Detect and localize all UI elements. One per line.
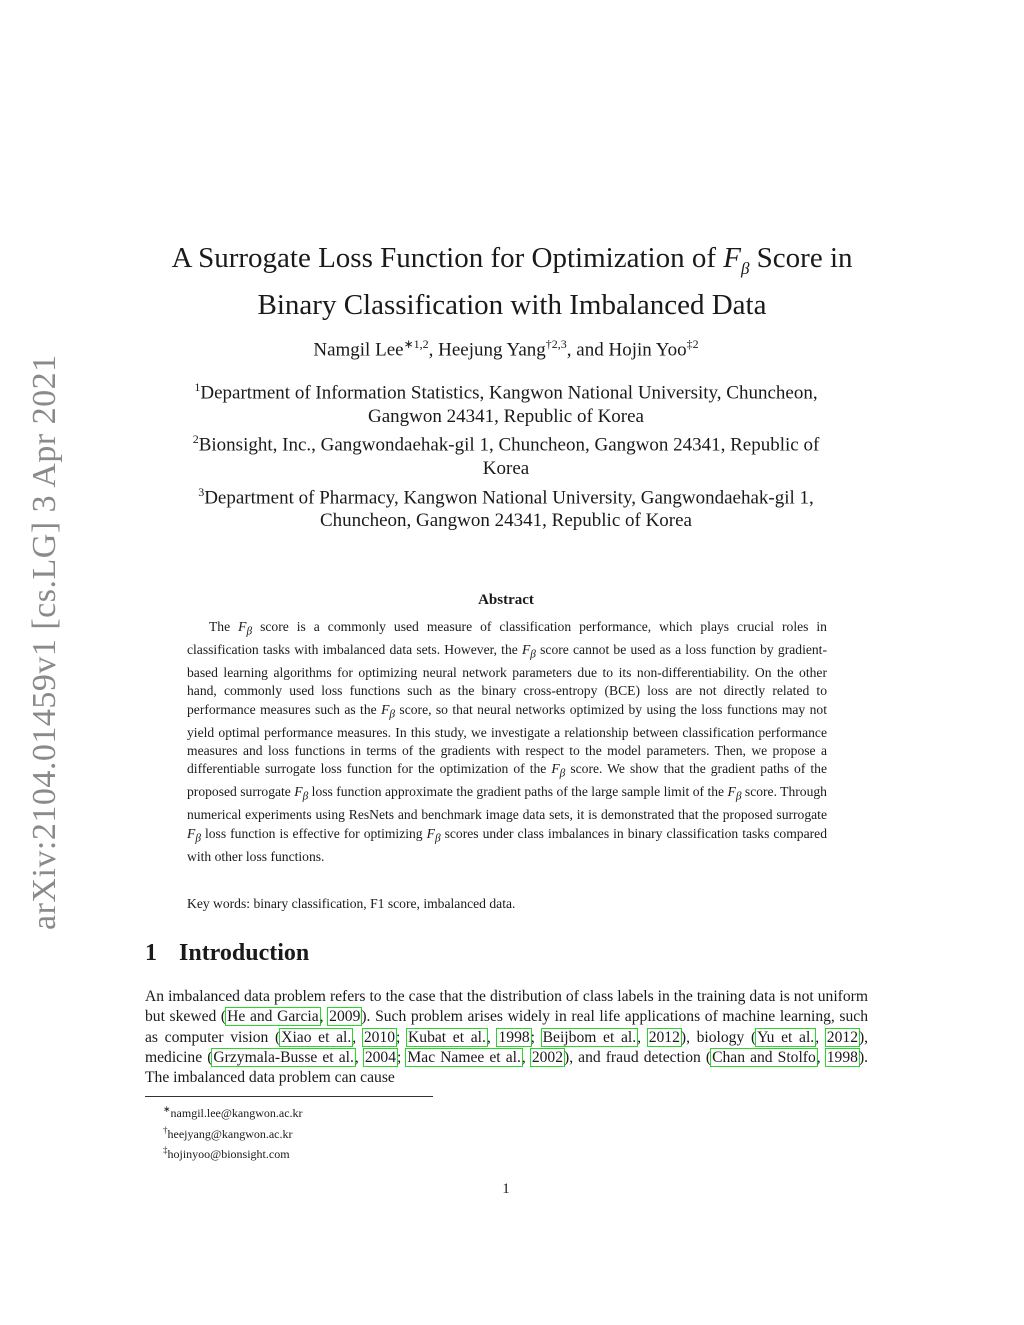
citation-link[interactable]: 1998 (826, 1048, 858, 1066)
citation-link[interactable]: 1998 (498, 1028, 530, 1046)
author-marks: ‡2 (686, 337, 699, 351)
citation-link[interactable]: 2010 (363, 1028, 396, 1046)
f-beta-symbol: $F_\beta$ (723, 242, 750, 278)
section-title: Introduction (179, 940, 310, 966)
email[interactable]: heejyang@kangwon.ac.kr (167, 1126, 293, 1141)
author-name: Hojin Yoo (608, 339, 687, 361)
author-list: Namgil Lee$^{∗1,2}$, Heejung Yang$^{\dagger 2,3}$, and Hojin Yoo$^{\ddagger 2}$ (313, 337, 699, 361)
footnotes (163, 1101, 303, 1163)
title-line-1: A Surrogate Loss Function for Optimization of $F_\beta$ Score in (171, 242, 853, 278)
citation-link[interactable]: He and Garcia (227, 1008, 319, 1026)
abstract-text: The $F_\beta$ score is a commonly used measure of classification performance, which plays crucial roles in classification tasks with imbalanced data sets. However, the $F_\beta$ score cannot be used as a loss function by gradient-based learning algorithms for optimizing neural network parameters due to its non-differentiability. On the other hand, commonly used loss functions such as the binary cross-entropy (BCE) loss are not directly related to performance measures such as the $F_\beta$ score, so that neural networks optimized by using the loss functions may not yield optimal performance measures. In this study, we investigate a relationship between classification performance measures and loss functions in terms of the gradients with respect to the model parameters. Then, we propose a differentiable surrogate loss function for the optimization of the $F_\beta$ score. We show that the gradient paths of the proposed surrogate $F_\beta$ loss function approximate the gradient paths of the large sample limit of the $F_\beta$ score. Through numerical experiments using ResNets and benchmark image data sets, it is demonstrated that the proposed surrogate $F_\beta$ loss function is effective for optimizing $F_\beta$ scores under class imbalances in binary classification tasks compared with other loss functions. (187, 619, 827, 864)
citation-link[interactable]: 2004 (364, 1048, 397, 1066)
citation-link[interactable]: Grzymala-Busse et al. (213, 1048, 354, 1066)
footnote-2: †heejyang@kangwon.ac.kr (163, 1124, 293, 1141)
footnote-divider (145, 1096, 433, 1097)
title-line-2: Binary Classification with Imbalanced Data (257, 288, 767, 321)
email[interactable]: namgil.lee@kangwon.ac.kr (170, 1106, 303, 1120)
citation-link[interactable]: Chan and Stolfo (712, 1048, 816, 1066)
footnote-1: ∗namgil.lee@kangwon.ac.kr (163, 1104, 303, 1120)
page-number: 1 (502, 1181, 510, 1197)
paper-title (0, 240, 1024, 324)
email[interactable]: hojinyoo@bionsight.com (167, 1147, 290, 1161)
citation-link[interactable]: 2002 (531, 1048, 564, 1066)
citation-link[interactable]: Kubat et al. (408, 1028, 486, 1046)
affiliation-3: $^3$Department of Pharmacy, Kangwon National University, Gangwondaehak-gil 1, Chuncheon, Gangwon 24341, Republic of Korea (198, 484, 814, 532)
affiliation-1: $^1$Department of Information Statistics, Kangwon National University, Chuncheon, Gangwon 24341, Republic of Korea (194, 380, 818, 427)
citation-link[interactable]: Yu et al. (757, 1028, 815, 1046)
section-number: 1 (145, 940, 157, 966)
citation-link[interactable]: 2012 (826, 1028, 858, 1046)
citation-link[interactable]: 2012 (648, 1028, 680, 1046)
citation-link[interactable]: 2009 (329, 1008, 361, 1026)
affiliation-2: $^2$Bionsight, Inc., Gangwondaehak-gil 1, Chuncheon, Gangwon 24341, Republic of Korea (192, 432, 820, 480)
keywords: Key words: binary classification, F1 score, imbalanced data. (187, 896, 516, 911)
author-name: Namgil Lee (313, 339, 404, 361)
author-marks: †2,3 (545, 337, 567, 351)
arxiv-identifier[interactable]: arXiv:2104.01459v1 [cs.LG] 3 Apr 2021 (26, 354, 63, 930)
citation-link[interactable]: Mac Namee et al. (407, 1048, 521, 1066)
author-name: Heejung Yang (438, 339, 546, 361)
affiliations (150, 376, 862, 533)
abstract-heading: Abstract (478, 592, 534, 608)
section-heading-introduction (145, 940, 309, 967)
citation-link[interactable]: Beijbom et al. (542, 1028, 637, 1046)
introduction-paragraph: An imbalanced data problem refers to the case that the distribution of class labels in the training data is not uniform but skewed (He and Garcia, 2009). Such problem arises widely in real life applications of machine learning, such as computer vision (Xiao et al., 2010; Kubat et al., 1998; Beijbom et al., 2012), biology (Yu et al., 2012), medicine (Grzymala-Busse et al., 2004; Mac Namee et al., 2002), and fraud detection (Chan and Stolfo, 1998). The imbalanced data problem can cause (145, 988, 869, 1087)
footnote-3: ‡hojinyoo@bionsight.com (163, 1145, 290, 1161)
author-marks: ∗1,2 (403, 337, 429, 351)
citation-link[interactable]: Xiao et al. (281, 1028, 352, 1046)
